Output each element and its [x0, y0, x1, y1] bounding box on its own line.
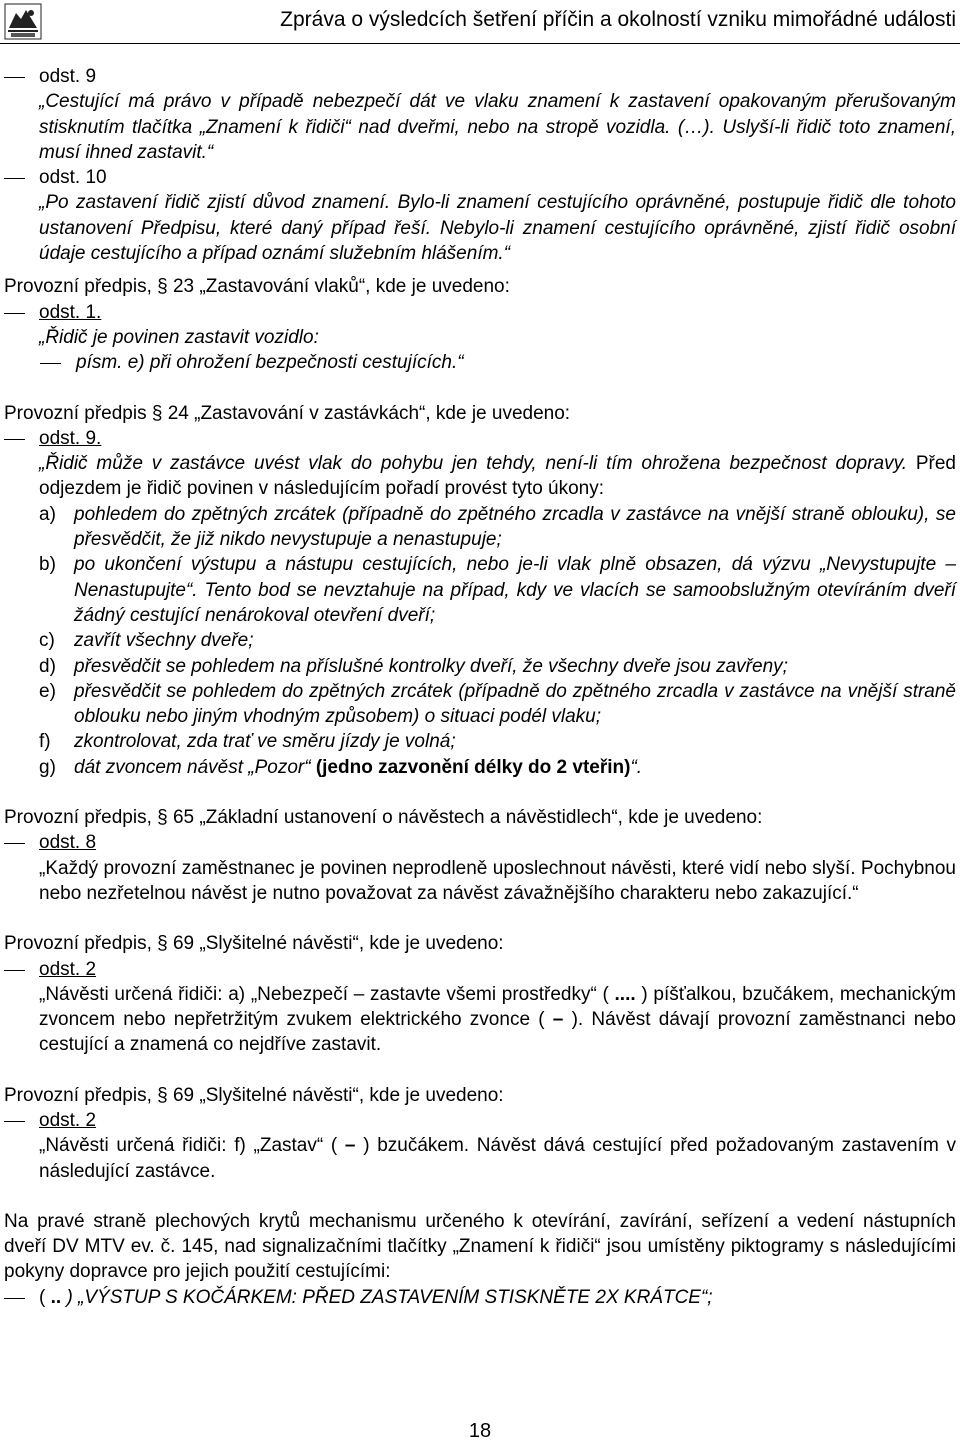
paragraph-number: odst. 9.: [4, 426, 956, 451]
list-text: po ukončení výstupu a nástupu cestujících, nebo je-li vlak plně obsazen, dá výzvu „Nevystupujte – Nenastupujte“. Tento bod se nevztahuje na případ, kdy ve vlacích se samoobslužným otevíráním dveří žádný cestující nenárokoval otevření dveří;: [74, 554, 956, 626]
list-item: [4, 502, 956, 553]
quoted-text: „Návěsti určená řidiči: f) „Zastav“ ( – ) bzučákem. Návěst dává cestující před požadovaným zastavením v následující zastávce.: [39, 1135, 956, 1182]
paragraph-number: odst. 1.: [4, 300, 956, 325]
drazni-inspekce-logo: [4, 3, 42, 40]
list-marker: d): [39, 655, 56, 677]
quoted-text: „Řidič může v zastávce uvést vlak do pohybu jen tehdy, není-li tím ohrožena bezpečnost dopravy. Před odjezdem je řidič povinen v následujícím pořadí provést tyto úkony:: [39, 453, 956, 500]
list-item: [4, 552, 956, 628]
list-text: pohledem do zpětných zrcátek (případně do zpětného zrcadla v zastávce na vnější straně oblouku), se přesvědčit, že již nikdo nevystupuje a nenastupuje;: [74, 503, 956, 551]
body-paragraph: Na pravé straně plechových krytů mechanismu určeného k otevírání, zavírání, seřízení a vedení nástupních dveří DV MTV ev. č. 145, nad signalizačními tlačítky „Znamení k řidiči“ jsou umístěny piktogramy s následujícími pokyny dopravce pro jejich použití cestujícími:: [4, 1210, 956, 1283]
paragraph-number: odst. 10: [4, 165, 956, 190]
paragraph-number: odst. 9: [4, 64, 956, 89]
list-marker: a): [39, 503, 56, 525]
quoted-text: „Řidič je povinen zastavit vozidlo:: [39, 326, 319, 348]
list-text: zkontrolovat, zda trať ve směru jízdy je volná;: [74, 731, 456, 753]
list-marker: f): [39, 731, 51, 753]
quoted-text: „Každý provozní zaměstnanec je povinen neprodleně uposlechnout návěsti, které vidí nebo slyší. Pochybnou nebo nezřetelnou návěst je nutno považovat za návěst závažnějšího charakteru nebo zakazující.“: [39, 857, 956, 904]
list-marker: b): [39, 554, 56, 576]
list-item: [4, 729, 956, 754]
list-marker: e): [39, 680, 56, 702]
section-heading: Provozní předpis, § 65 „Základní ustanovení o návěstech a návěstidlech“, kde je uvedeno:: [4, 807, 763, 829]
document-title: Zpráva o výsledcích šetření příčin a okolností vzniku mimořádné události: [280, 8, 956, 31]
quoted-text: „Návěsti určená řidiči: a) „Nebezpečí – zastavte všemi prostředky“ ( .... ) píšťalkou, bzučákem, mechanickým zvoncem nebo nepřetržitým zvukem elektrického zvonce ( – ). Návěst dávají provozní zaměstnanci nebo cestující a znamená co nejdříve zastavit.: [39, 983, 956, 1056]
paragraph-number: odst. 2: [4, 1108, 956, 1133]
action-list: [4, 502, 956, 755]
header-divider: [0, 43, 960, 44]
pictogram-instruction: ( .. ) „VÝSTUP S KOČÁRKEM: PŘED ZASTAVENÍM STISKNĚTE 2X KRÁTCE“;: [4, 1285, 956, 1310]
page-header: [0, 0, 960, 44]
section-heading: Provozní předpis, § 23 „Zastavování vlaků“, kde je uvedeno:: [4, 276, 510, 298]
list-text: zavřít všechny dveře;: [74, 630, 254, 652]
list-item: [4, 679, 956, 730]
section-heading: Provozní předpis § 24 „Zastavování v zastávkách“, kde je uvedeno:: [4, 402, 571, 424]
list-item: [4, 628, 956, 653]
paragraph-number: odst. 8: [4, 830, 956, 855]
list-item: [4, 654, 956, 679]
quoted-text: písm. e) při ohrožení bezpečnosti cestujících.“: [4, 350, 956, 375]
list-text: přesvědčit se pohledem do zpětných zrcátek (případně do zpětného zrcadla v zastávce na vnější straně oblouku nebo jiným vhodným způsobem) o situaci podél vlaku;: [74, 680, 956, 728]
paragraph-number: odst. 2: [4, 957, 956, 982]
list-text: přesvědčit se pohledem na příslušné kontrolky dveří, že všechny dveře jsou zavřeny;: [74, 655, 788, 677]
page-number: 18: [468, 1420, 492, 1442]
list-item: g) dát zvoncem návěst „Pozor“ (jedno zazvonění délky do 2 vteřin)“.: [39, 756, 643, 778]
list-marker: c): [39, 630, 55, 652]
section-heading: Provozní předpis, § 69 „Slyšitelné návěsti“, kde je uvedeno:: [4, 1084, 504, 1106]
document-body: [4, 64, 956, 1310]
quoted-text: „Cestující má právo v případě nebezpečí dát ve vlaku znamení k zastavení opakovaným přerušovaným stisknutím tlačítka „Znamení k řidiči“ nad dveřmi, nebo na stropě vozidla. (…). Uslyší-li řidič toto znamení, musí ihned zastavit.“: [39, 91, 956, 163]
section-heading: Provozní předpis, § 69 „Slyšitelné návěsti“, kde je uvedeno:: [4, 933, 504, 955]
quoted-text: „Po zastavení řidič zjistí důvod znamení. Bylo-li znamení cestujícího oprávněné, postupuje řidič dle tohoto ustanovení Předpisu, které daný případ řeší. Nebylo-li znamení cestujícího oprávněné, zjistí řidič osobní údaje cestujícího a případ oznámí služebním hlášením.“: [39, 192, 956, 265]
